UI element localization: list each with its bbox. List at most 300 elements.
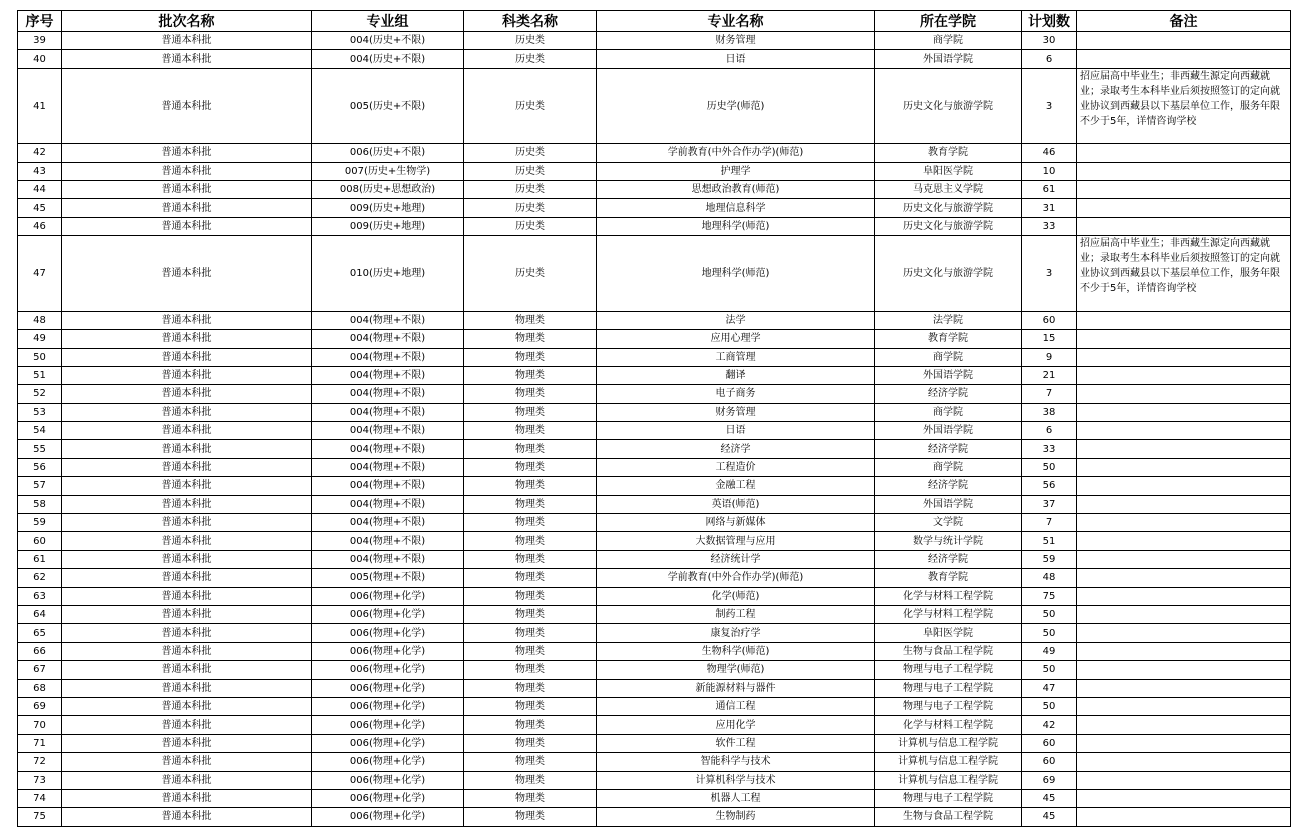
cell-plan-count: 6 bbox=[1022, 422, 1077, 440]
cell-plan-count: 45 bbox=[1022, 808, 1077, 826]
cell-major: 财务管理 bbox=[597, 403, 875, 421]
cell-category: 物理类 bbox=[464, 569, 597, 587]
cell-major-group: 009(历史+地理) bbox=[312, 199, 464, 217]
cell-major: 电子商务 bbox=[597, 385, 875, 403]
cell-serial: 65 bbox=[18, 624, 62, 642]
cell-serial: 55 bbox=[18, 440, 62, 458]
cell-remarks bbox=[1077, 385, 1291, 403]
cell-major-group: 006(物理+化学) bbox=[312, 716, 464, 734]
cell-serial: 54 bbox=[18, 422, 62, 440]
cell-category: 物理类 bbox=[464, 642, 597, 660]
cell-major: 法学 bbox=[597, 311, 875, 329]
cell-college: 外国语学院 bbox=[875, 422, 1022, 440]
cell-category: 物理类 bbox=[464, 808, 597, 826]
cell-plan-count: 50 bbox=[1022, 605, 1077, 623]
cell-major: 物理学(师范) bbox=[597, 661, 875, 679]
cell-major-group: 004(物理+不限) bbox=[312, 330, 464, 348]
table-row bbox=[18, 422, 1291, 440]
cell-major-group: 006(物理+化学) bbox=[312, 661, 464, 679]
cell-plan-count: 45 bbox=[1022, 789, 1077, 807]
table-row bbox=[18, 624, 1291, 642]
cell-college: 经济学院 bbox=[875, 550, 1022, 568]
cell-major: 日语 bbox=[597, 50, 875, 68]
cell-remarks bbox=[1077, 569, 1291, 587]
cell-category: 物理类 bbox=[464, 605, 597, 623]
cell-major-group: 004(物理+不限) bbox=[312, 366, 464, 384]
cell-college: 商学院 bbox=[875, 348, 1022, 366]
cell-plan-count: 47 bbox=[1022, 679, 1077, 697]
cell-serial: 68 bbox=[18, 679, 62, 697]
cell-major-group: 006(物理+化学) bbox=[312, 679, 464, 697]
cell-college: 教育学院 bbox=[875, 569, 1022, 587]
cell-remarks bbox=[1077, 330, 1291, 348]
table-row bbox=[18, 144, 1291, 162]
cell-major-group: 004(物理+不限) bbox=[312, 440, 464, 458]
cell-remarks bbox=[1077, 514, 1291, 532]
table-row bbox=[18, 734, 1291, 752]
cell-remarks bbox=[1077, 495, 1291, 513]
cell-serial: 74 bbox=[18, 789, 62, 807]
table-row bbox=[18, 716, 1291, 734]
cell-major-group: 006(物理+化学) bbox=[312, 771, 464, 789]
cell-plan-count: 50 bbox=[1022, 661, 1077, 679]
cell-remarks bbox=[1077, 605, 1291, 623]
cell-batch: 普通本科批 bbox=[62, 236, 312, 312]
cell-batch: 普通本科批 bbox=[62, 697, 312, 715]
cell-category: 物理类 bbox=[464, 789, 597, 807]
cell-major-group: 004(物理+不限) bbox=[312, 514, 464, 532]
cell-serial: 42 bbox=[18, 144, 62, 162]
cell-college: 化学与材料工程学院 bbox=[875, 716, 1022, 734]
cell-batch: 普通本科批 bbox=[62, 587, 312, 605]
header-row bbox=[18, 11, 1291, 32]
cell-category: 物理类 bbox=[464, 403, 597, 421]
cell-major-group: 004(物理+不限) bbox=[312, 458, 464, 476]
table-row bbox=[18, 808, 1291, 826]
cell-serial: 52 bbox=[18, 385, 62, 403]
cell-major: 翻译 bbox=[597, 366, 875, 384]
cell-major: 工商管理 bbox=[597, 348, 875, 366]
cell-serial: 67 bbox=[18, 661, 62, 679]
table-body bbox=[18, 32, 1291, 827]
cell-remarks bbox=[1077, 32, 1291, 50]
cell-major-group: 006(物理+化学) bbox=[312, 808, 464, 826]
cell-category: 物理类 bbox=[464, 366, 597, 384]
cell-serial: 43 bbox=[18, 162, 62, 180]
cell-major: 生物科学(师范) bbox=[597, 642, 875, 660]
table-row bbox=[18, 789, 1291, 807]
table-row bbox=[18, 661, 1291, 679]
table-row bbox=[18, 403, 1291, 421]
cell-major: 通信工程 bbox=[597, 697, 875, 715]
cell-major: 英语(师范) bbox=[597, 495, 875, 513]
cell-serial: 63 bbox=[18, 587, 62, 605]
cell-category: 物理类 bbox=[464, 422, 597, 440]
cell-plan-count: 75 bbox=[1022, 587, 1077, 605]
cell-college: 马克思主义学院 bbox=[875, 181, 1022, 199]
cell-remarks bbox=[1077, 181, 1291, 199]
table-row bbox=[18, 385, 1291, 403]
cell-major: 生物制药 bbox=[597, 808, 875, 826]
cell-category: 历史类 bbox=[464, 68, 597, 144]
cell-batch: 普通本科批 bbox=[62, 605, 312, 623]
cell-major-group: 004(物理+不限) bbox=[312, 477, 464, 495]
cell-serial: 64 bbox=[18, 605, 62, 623]
cell-major: 地理科学(师范) bbox=[597, 217, 875, 235]
cell-plan-count: 59 bbox=[1022, 550, 1077, 568]
table-row bbox=[18, 440, 1291, 458]
table-row bbox=[18, 330, 1291, 348]
table-row bbox=[18, 605, 1291, 623]
cell-remarks bbox=[1077, 642, 1291, 660]
cell-college: 计算机与信息工程学院 bbox=[875, 734, 1022, 752]
cell-serial: 50 bbox=[18, 348, 62, 366]
cell-batch: 普通本科批 bbox=[62, 771, 312, 789]
cell-major: 学前教育(中外合作办学)(师范) bbox=[597, 144, 875, 162]
cell-major: 护理学 bbox=[597, 162, 875, 180]
cell-college: 商学院 bbox=[875, 458, 1022, 476]
cell-batch: 普通本科批 bbox=[62, 734, 312, 752]
cell-major-group: 006(历史+不限) bbox=[312, 144, 464, 162]
cell-college: 数学与统计学院 bbox=[875, 532, 1022, 550]
header-serial: 序号 bbox=[18, 11, 62, 32]
header-major: 专业名称 bbox=[597, 11, 875, 32]
cell-serial: 53 bbox=[18, 403, 62, 421]
cell-college: 生物与食品工程学院 bbox=[875, 642, 1022, 660]
cell-serial: 49 bbox=[18, 330, 62, 348]
cell-major: 财务管理 bbox=[597, 32, 875, 50]
cell-remarks bbox=[1077, 217, 1291, 235]
cell-category: 历史类 bbox=[464, 199, 597, 217]
cell-plan-count: 10 bbox=[1022, 162, 1077, 180]
cell-batch: 普通本科批 bbox=[62, 550, 312, 568]
cell-plan-count: 15 bbox=[1022, 330, 1077, 348]
table-row bbox=[18, 68, 1291, 144]
cell-category: 历史类 bbox=[464, 144, 597, 162]
cell-batch: 普通本科批 bbox=[62, 661, 312, 679]
table-row bbox=[18, 181, 1291, 199]
cell-serial: 59 bbox=[18, 514, 62, 532]
cell-batch: 普通本科批 bbox=[62, 385, 312, 403]
cell-college: 外国语学院 bbox=[875, 495, 1022, 513]
table-row bbox=[18, 587, 1291, 605]
cell-batch: 普通本科批 bbox=[62, 50, 312, 68]
cell-major: 机器人工程 bbox=[597, 789, 875, 807]
cell-remarks bbox=[1077, 532, 1291, 550]
table-row bbox=[18, 199, 1291, 217]
cell-remarks bbox=[1077, 753, 1291, 771]
cell-college: 教育学院 bbox=[875, 144, 1022, 162]
cell-major-group: 004(物理+不限) bbox=[312, 532, 464, 550]
cell-batch: 普通本科批 bbox=[62, 789, 312, 807]
cell-serial: 57 bbox=[18, 477, 62, 495]
cell-serial: 45 bbox=[18, 199, 62, 217]
cell-remarks: 招应届高中毕业生；非西藏生源定向西藏就业；录取考生本科毕业后须按照签订的定向就业协议到西藏县以下基层单位工作，服务年限不少于5年，详情咨询学校 bbox=[1077, 68, 1291, 144]
cell-category: 物理类 bbox=[464, 661, 597, 679]
cell-remarks bbox=[1077, 716, 1291, 734]
cell-category: 物理类 bbox=[464, 458, 597, 476]
cell-serial: 47 bbox=[18, 236, 62, 312]
cell-major: 新能源材料与器件 bbox=[597, 679, 875, 697]
enrollment-plan-table bbox=[17, 10, 1291, 827]
cell-category: 历史类 bbox=[464, 236, 597, 312]
cell-category: 物理类 bbox=[464, 587, 597, 605]
cell-remarks bbox=[1077, 808, 1291, 826]
cell-plan-count: 37 bbox=[1022, 495, 1077, 513]
table-row bbox=[18, 236, 1291, 312]
cell-remarks bbox=[1077, 440, 1291, 458]
cell-batch: 普通本科批 bbox=[62, 32, 312, 50]
cell-plan-count: 42 bbox=[1022, 716, 1077, 734]
cell-remarks bbox=[1077, 789, 1291, 807]
cell-college: 经济学院 bbox=[875, 477, 1022, 495]
table-row bbox=[18, 311, 1291, 329]
cell-batch: 普通本科批 bbox=[62, 68, 312, 144]
cell-plan-count: 56 bbox=[1022, 477, 1077, 495]
cell-major: 思想政治教育(师范) bbox=[597, 181, 875, 199]
cell-plan-count: 21 bbox=[1022, 366, 1077, 384]
cell-remarks bbox=[1077, 162, 1291, 180]
cell-category: 物理类 bbox=[464, 348, 597, 366]
table-row bbox=[18, 642, 1291, 660]
table-row bbox=[18, 32, 1291, 50]
cell-batch: 普通本科批 bbox=[62, 199, 312, 217]
cell-major: 地理科学(师范) bbox=[597, 236, 875, 312]
cell-plan-count: 3 bbox=[1022, 68, 1077, 144]
cell-remarks: 招应届高中毕业生；非西藏生源定向西藏就业；录取考生本科毕业后须按照签订的定向就业协议到西藏县以下基层单位工作，服务年限不少于5年，详情咨询学校 bbox=[1077, 236, 1291, 312]
cell-college: 物理与电子工程学院 bbox=[875, 661, 1022, 679]
cell-category: 历史类 bbox=[464, 162, 597, 180]
cell-plan-count: 30 bbox=[1022, 32, 1077, 50]
cell-serial: 69 bbox=[18, 697, 62, 715]
cell-serial: 70 bbox=[18, 716, 62, 734]
cell-major-group: 006(物理+化学) bbox=[312, 789, 464, 807]
cell-major-group: 009(历史+地理) bbox=[312, 217, 464, 235]
cell-serial: 72 bbox=[18, 753, 62, 771]
cell-batch: 普通本科批 bbox=[62, 716, 312, 734]
cell-batch: 普通本科批 bbox=[62, 624, 312, 642]
cell-serial: 73 bbox=[18, 771, 62, 789]
cell-plan-count: 31 bbox=[1022, 199, 1077, 217]
cell-serial: 41 bbox=[18, 68, 62, 144]
cell-major-group: 004(物理+不限) bbox=[312, 311, 464, 329]
cell-serial: 40 bbox=[18, 50, 62, 68]
cell-plan-count: 60 bbox=[1022, 734, 1077, 752]
cell-major: 日语 bbox=[597, 422, 875, 440]
cell-major: 历史学(师范) bbox=[597, 68, 875, 144]
header-college: 所在学院 bbox=[875, 11, 1022, 32]
header-remarks: 备注 bbox=[1077, 11, 1291, 32]
cell-category: 历史类 bbox=[464, 32, 597, 50]
cell-major-group: 006(物理+化学) bbox=[312, 697, 464, 715]
cell-major-group: 006(物理+化学) bbox=[312, 734, 464, 752]
table-row bbox=[18, 753, 1291, 771]
cell-batch: 普通本科批 bbox=[62, 366, 312, 384]
cell-college: 生物与食品工程学院 bbox=[875, 808, 1022, 826]
cell-batch: 普通本科批 bbox=[62, 181, 312, 199]
cell-college: 历史文化与旅游学院 bbox=[875, 199, 1022, 217]
cell-major-group: 006(物理+化学) bbox=[312, 642, 464, 660]
cell-batch: 普通本科批 bbox=[62, 440, 312, 458]
table-row bbox=[18, 697, 1291, 715]
cell-college: 阜阳医学院 bbox=[875, 162, 1022, 180]
cell-remarks bbox=[1077, 348, 1291, 366]
cell-batch: 普通本科批 bbox=[62, 679, 312, 697]
cell-category: 物理类 bbox=[464, 532, 597, 550]
cell-college: 计算机与信息工程学院 bbox=[875, 753, 1022, 771]
cell-major-group: 010(历史+地理) bbox=[312, 236, 464, 312]
cell-category: 物理类 bbox=[464, 311, 597, 329]
cell-batch: 普通本科批 bbox=[62, 162, 312, 180]
cell-serial: 58 bbox=[18, 495, 62, 513]
cell-college: 物理与电子工程学院 bbox=[875, 789, 1022, 807]
cell-remarks bbox=[1077, 734, 1291, 752]
cell-remarks bbox=[1077, 550, 1291, 568]
header-category: 科类名称 bbox=[464, 11, 597, 32]
cell-major-group: 004(物理+不限) bbox=[312, 495, 464, 513]
cell-serial: 66 bbox=[18, 642, 62, 660]
table-row bbox=[18, 532, 1291, 550]
cell-major-group: 005(物理+不限) bbox=[312, 569, 464, 587]
cell-major-group: 004(历史+不限) bbox=[312, 50, 464, 68]
cell-major-group: 004(物理+不限) bbox=[312, 348, 464, 366]
spreadsheet-view bbox=[17, 10, 1301, 827]
cell-remarks bbox=[1077, 624, 1291, 642]
cell-remarks bbox=[1077, 771, 1291, 789]
cell-serial: 71 bbox=[18, 734, 62, 752]
cell-plan-count: 6 bbox=[1022, 50, 1077, 68]
cell-college: 教育学院 bbox=[875, 330, 1022, 348]
cell-category: 物理类 bbox=[464, 697, 597, 715]
cell-batch: 普通本科批 bbox=[62, 217, 312, 235]
cell-batch: 普通本科批 bbox=[62, 422, 312, 440]
cell-serial: 62 bbox=[18, 569, 62, 587]
cell-category: 物理类 bbox=[464, 440, 597, 458]
table-row bbox=[18, 217, 1291, 235]
cell-remarks bbox=[1077, 661, 1291, 679]
cell-serial: 56 bbox=[18, 458, 62, 476]
cell-plan-count: 61 bbox=[1022, 181, 1077, 199]
cell-remarks bbox=[1077, 679, 1291, 697]
cell-major-group: 006(物理+化学) bbox=[312, 753, 464, 771]
cell-college: 化学与材料工程学院 bbox=[875, 587, 1022, 605]
cell-major: 网络与新媒体 bbox=[597, 514, 875, 532]
cell-category: 历史类 bbox=[464, 217, 597, 235]
table-row bbox=[18, 477, 1291, 495]
cell-college: 外国语学院 bbox=[875, 50, 1022, 68]
cell-major: 经济学 bbox=[597, 440, 875, 458]
cell-category: 历史类 bbox=[464, 50, 597, 68]
cell-category: 物理类 bbox=[464, 495, 597, 513]
header-batch: 批次名称 bbox=[62, 11, 312, 32]
cell-plan-count: 3 bbox=[1022, 236, 1077, 312]
cell-category: 物理类 bbox=[464, 734, 597, 752]
cell-college: 历史文化与旅游学院 bbox=[875, 236, 1022, 312]
cell-plan-count: 50 bbox=[1022, 458, 1077, 476]
cell-serial: 60 bbox=[18, 532, 62, 550]
cell-college: 经济学院 bbox=[875, 440, 1022, 458]
cell-plan-count: 50 bbox=[1022, 624, 1077, 642]
cell-category: 物理类 bbox=[464, 753, 597, 771]
cell-plan-count: 51 bbox=[1022, 532, 1077, 550]
cell-major: 大数据管理与应用 bbox=[597, 532, 875, 550]
cell-major-group: 008(历史+思想政治) bbox=[312, 181, 464, 199]
cell-batch: 普通本科批 bbox=[62, 495, 312, 513]
cell-remarks bbox=[1077, 199, 1291, 217]
cell-remarks bbox=[1077, 477, 1291, 495]
cell-plan-count: 7 bbox=[1022, 514, 1077, 532]
cell-category: 物理类 bbox=[464, 771, 597, 789]
cell-category: 物理类 bbox=[464, 477, 597, 495]
cell-category: 物理类 bbox=[464, 514, 597, 532]
cell-batch: 普通本科批 bbox=[62, 403, 312, 421]
cell-serial: 48 bbox=[18, 311, 62, 329]
cell-college: 商学院 bbox=[875, 403, 1022, 421]
cell-serial: 61 bbox=[18, 550, 62, 568]
cell-batch: 普通本科批 bbox=[62, 311, 312, 329]
cell-remarks bbox=[1077, 50, 1291, 68]
cell-major-group: 004(物理+不限) bbox=[312, 403, 464, 421]
table-row bbox=[18, 550, 1291, 568]
cell-college: 历史文化与旅游学院 bbox=[875, 217, 1022, 235]
cell-plan-count: 38 bbox=[1022, 403, 1077, 421]
cell-major: 地理信息科学 bbox=[597, 199, 875, 217]
header-plan-count: 计划数 bbox=[1022, 11, 1077, 32]
cell-college: 计算机与信息工程学院 bbox=[875, 771, 1022, 789]
cell-batch: 普通本科批 bbox=[62, 348, 312, 366]
cell-major-group: 005(历史+不限) bbox=[312, 68, 464, 144]
cell-remarks bbox=[1077, 311, 1291, 329]
cell-plan-count: 49 bbox=[1022, 642, 1077, 660]
cell-major-group: 007(历史+生物学) bbox=[312, 162, 464, 180]
table-row bbox=[18, 514, 1291, 532]
table-row bbox=[18, 458, 1291, 476]
cell-serial: 75 bbox=[18, 808, 62, 826]
cell-category: 物理类 bbox=[464, 330, 597, 348]
cell-serial: 44 bbox=[18, 181, 62, 199]
cell-plan-count: 9 bbox=[1022, 348, 1077, 366]
cell-plan-count: 33 bbox=[1022, 440, 1077, 458]
cell-category: 物理类 bbox=[464, 679, 597, 697]
cell-category: 物理类 bbox=[464, 624, 597, 642]
cell-major: 计算机科学与技术 bbox=[597, 771, 875, 789]
cell-college: 历史文化与旅游学院 bbox=[875, 68, 1022, 144]
cell-major: 制药工程 bbox=[597, 605, 875, 623]
cell-remarks bbox=[1077, 587, 1291, 605]
cell-batch: 普通本科批 bbox=[62, 514, 312, 532]
cell-category: 物理类 bbox=[464, 385, 597, 403]
cell-category: 历史类 bbox=[464, 181, 597, 199]
cell-plan-count: 7 bbox=[1022, 385, 1077, 403]
cell-major: 智能科学与技术 bbox=[597, 753, 875, 771]
cell-batch: 普通本科批 bbox=[62, 144, 312, 162]
cell-remarks bbox=[1077, 422, 1291, 440]
cell-batch: 普通本科批 bbox=[62, 808, 312, 826]
cell-major: 应用化学 bbox=[597, 716, 875, 734]
table-row bbox=[18, 679, 1291, 697]
cell-major-group: 004(历史+不限) bbox=[312, 32, 464, 50]
cell-college: 物理与电子工程学院 bbox=[875, 679, 1022, 697]
cell-remarks bbox=[1077, 403, 1291, 421]
cell-serial: 51 bbox=[18, 366, 62, 384]
cell-category: 物理类 bbox=[464, 550, 597, 568]
cell-plan-count: 60 bbox=[1022, 753, 1077, 771]
cell-category: 物理类 bbox=[464, 716, 597, 734]
cell-college: 物理与电子工程学院 bbox=[875, 697, 1022, 715]
cell-major-group: 004(物理+不限) bbox=[312, 550, 464, 568]
cell-major: 化学(师范) bbox=[597, 587, 875, 605]
cell-remarks bbox=[1077, 697, 1291, 715]
